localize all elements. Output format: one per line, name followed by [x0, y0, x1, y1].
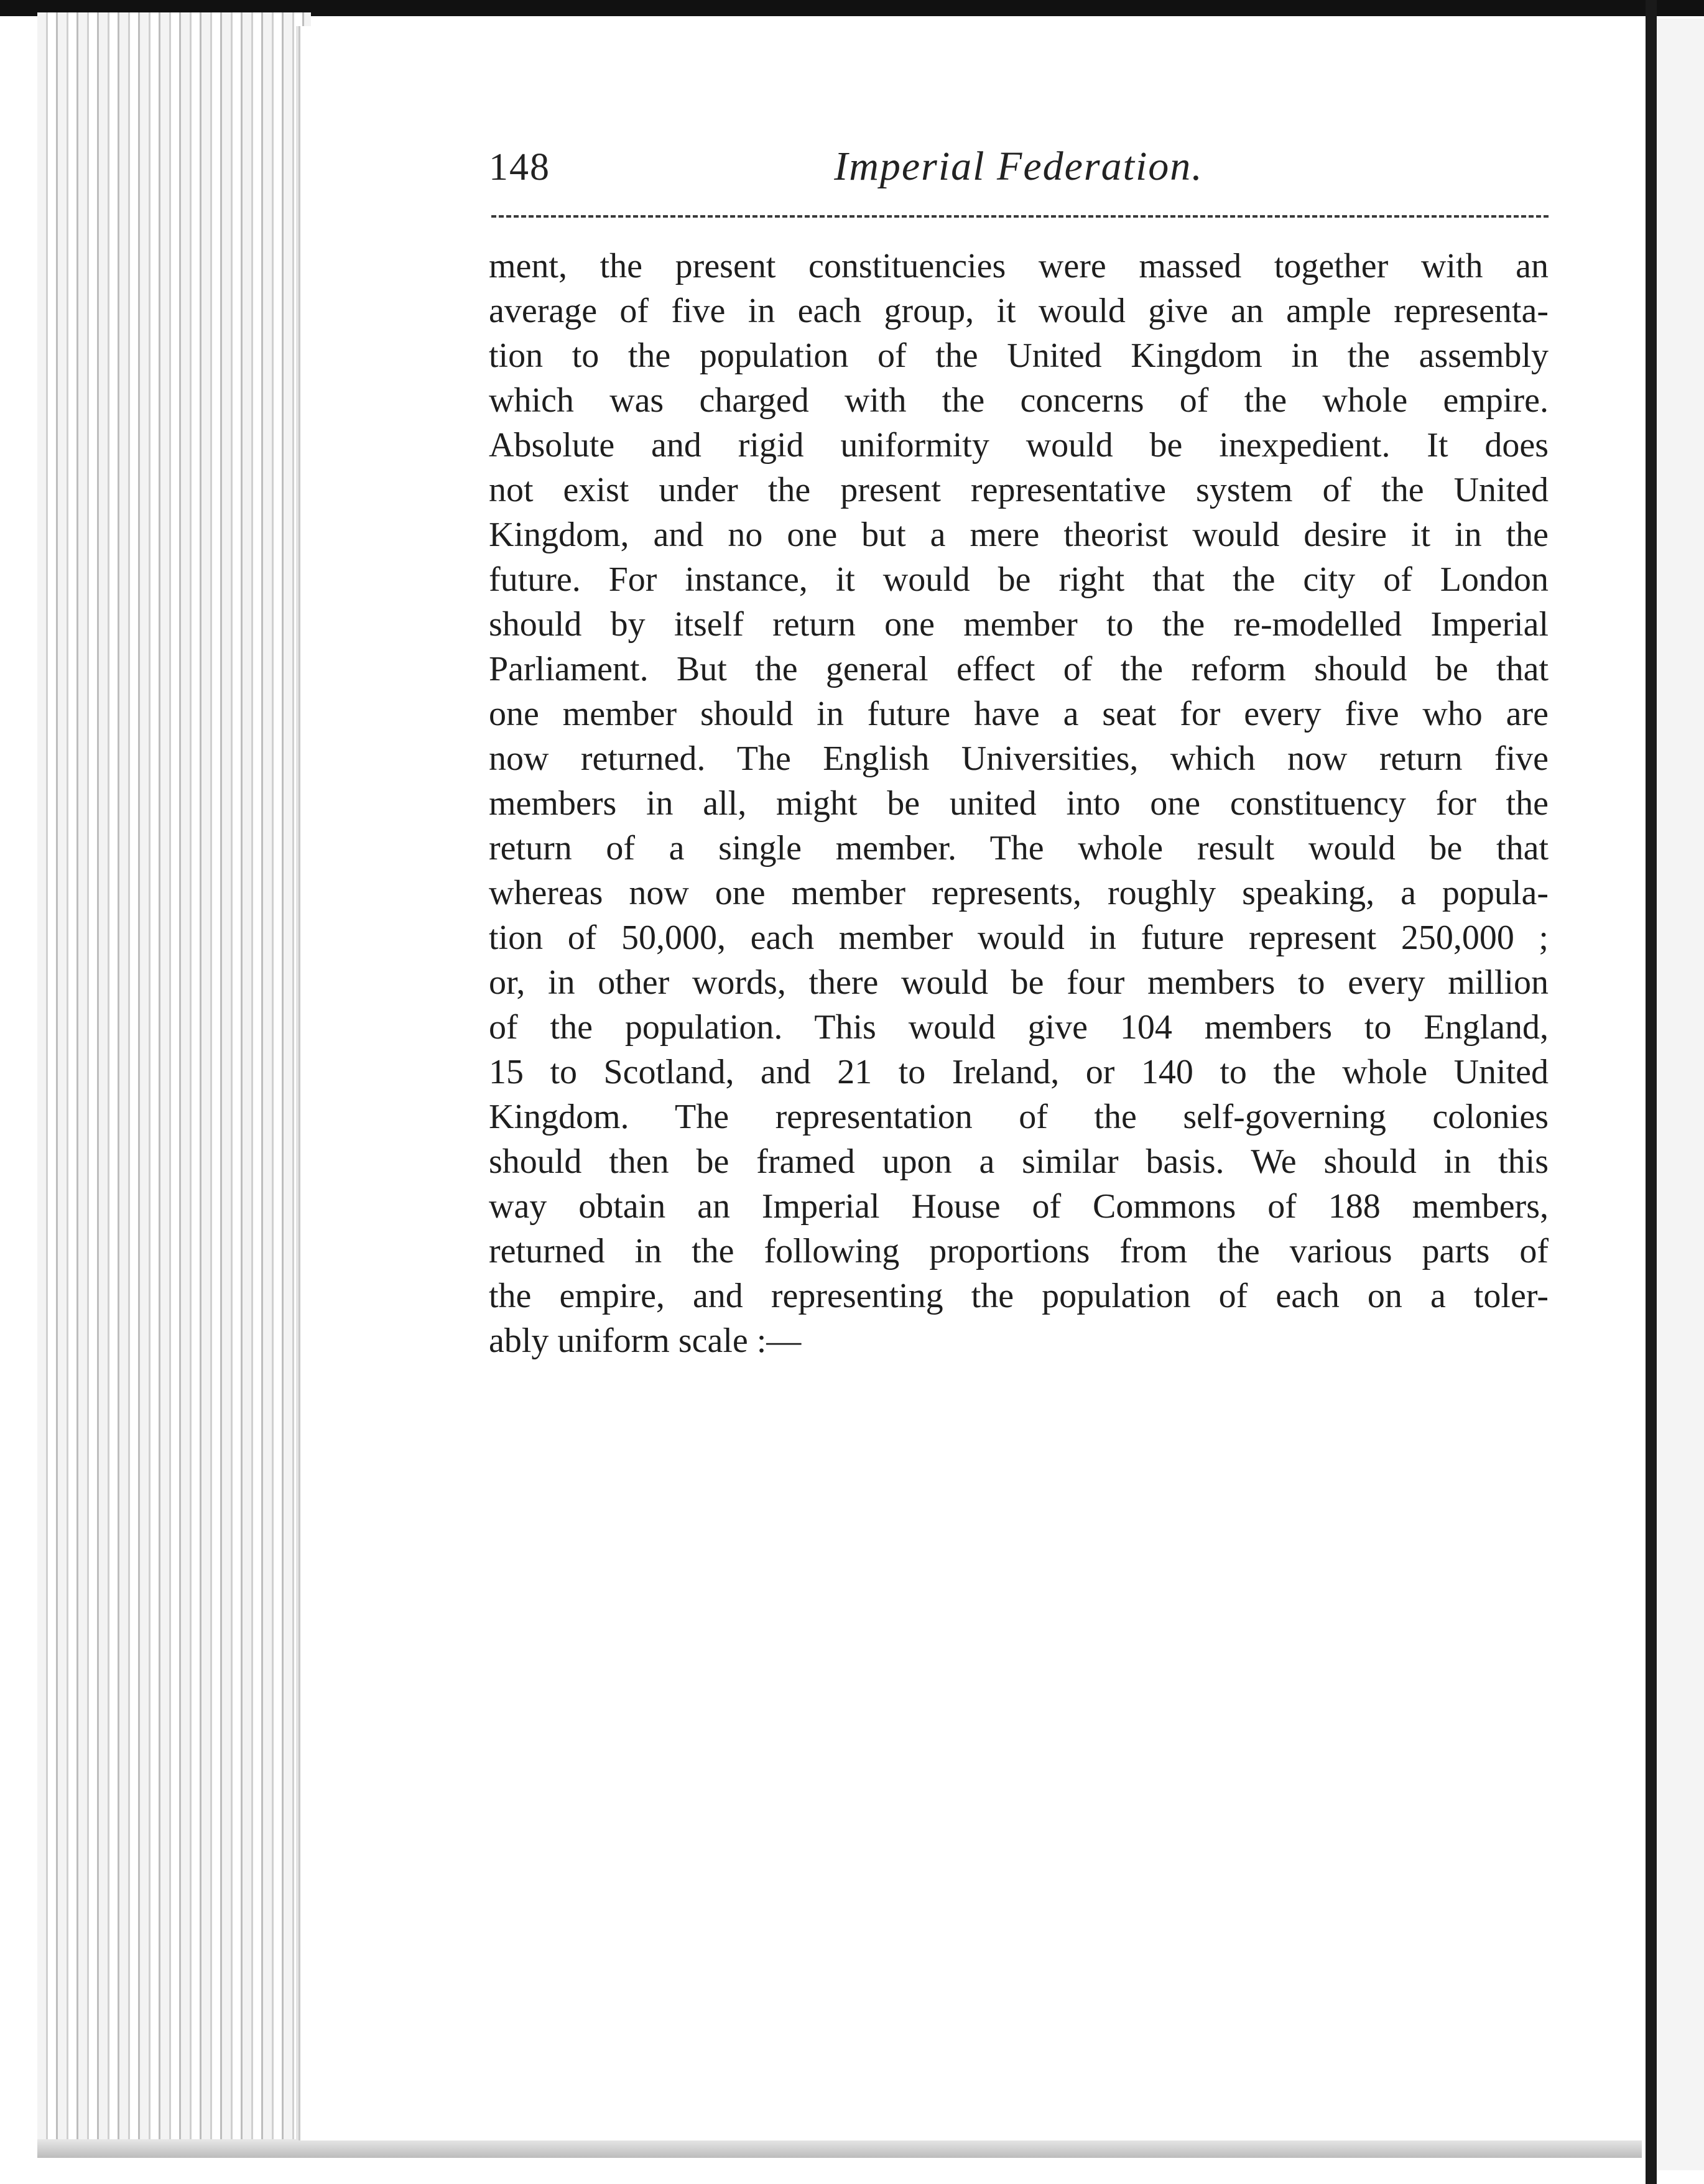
text-line: future. For instance, it would be right that the city of London: [489, 560, 1549, 599]
text-line: way obtain an Imperial House of Commons of 188 members,: [489, 1187, 1549, 1226]
text-line: the empire, and representing the population of each on a toler-: [489, 1277, 1549, 1315]
text-line: Parliament. But the general effect of the reform should be that: [489, 650, 1549, 688]
binding-gutter: [1646, 0, 1657, 2184]
running-head: Imperial Federation.: [834, 144, 1203, 189]
page-edges-bottom: [37, 2139, 1642, 2158]
text-line: of the population. This would give 104 members to England,: [489, 1008, 1549, 1047]
page-header: [489, 138, 1549, 198]
text-line: whereas now one member represents, roughly speaking, a popula-: [489, 874, 1549, 912]
text-line: 15 to Scotland, and 21 to Ireland, or 140 to the whole United: [489, 1053, 1549, 1091]
text-line: tion to the population of the United Kingdom in the assembly: [489, 336, 1549, 375]
text-line: should by itself return one member to the re-modelled Imperial: [489, 605, 1549, 644]
stacked-page-edges: [37, 12, 311, 2152]
text-line: average of five in each group, it would give an ample representa-: [489, 292, 1549, 330]
page-number: 148: [489, 146, 550, 188]
text-line: Absolute and rigid uniformity would be inexpedient. It does: [489, 426, 1549, 465]
text-line: tion of 50,000, each member would in future represent 250,000 ;: [489, 918, 1549, 957]
text-line: ment, the present constituencies were massed together with an: [489, 247, 1549, 285]
text-line: ably uniform scale :—: [489, 1321, 802, 1360]
text-line: which was charged with the concerns of the whole empire.: [489, 381, 1549, 420]
text-line: should then be framed upon a similar basis. We should in this: [489, 1142, 1549, 1181]
text-line: members in all, might be united into one constituency for the: [489, 784, 1549, 823]
facing-page-edge: [1657, 19, 1704, 2170]
text-line: return of a single member. The whole result would be that: [489, 829, 1549, 868]
text-line: now returned. The English Universities, which now return five: [489, 739, 1549, 778]
text-line: returned in the following proportions from the various parts of: [489, 1232, 1549, 1270]
header-rule: [491, 215, 1549, 218]
text-line: not exist under the present representative system of the United: [489, 471, 1549, 509]
body-text: [489, 244, 1549, 1363]
text-line: one member should in future have a seat for every five who are: [489, 695, 1549, 733]
text-line: Kingdom, and no one but a mere theorist would desire it in the: [489, 516, 1549, 554]
text-line: Kingdom. The representation of the self-governing colonies: [489, 1098, 1549, 1136]
text-line: or, in other words, there would be four members to every million: [489, 963, 1549, 1002]
